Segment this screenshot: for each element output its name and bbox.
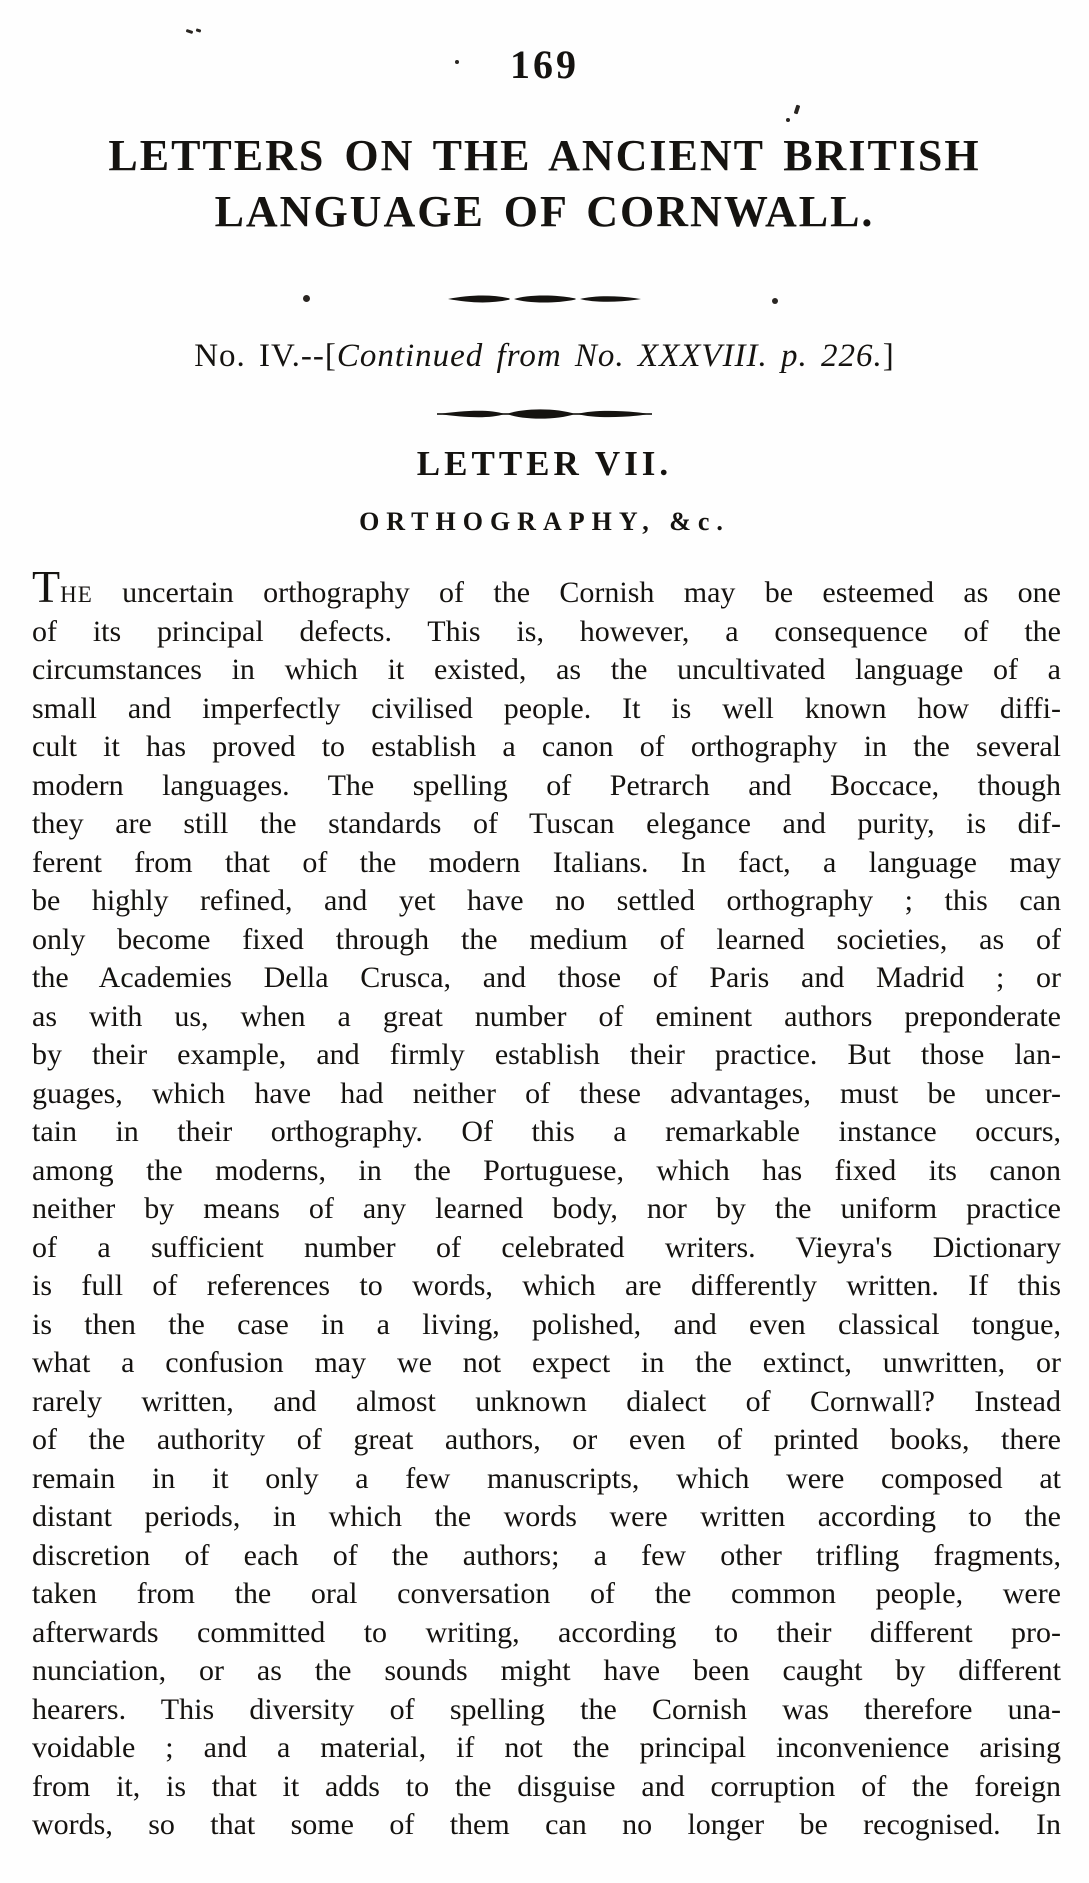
body-line: of its principal defects. This is, however, a consequence of the bbox=[32, 614, 1061, 648]
continuation-suffix: ] bbox=[882, 338, 895, 374]
title-line-1: LETTERS ON THE ANCIENT BRITISH bbox=[108, 131, 981, 180]
ornament-divider-middle bbox=[0, 406, 1089, 422]
scan-speck bbox=[786, 118, 790, 122]
letter-heading: LETTER VII. bbox=[416, 444, 673, 483]
body-line: ferent from that of the modern Italians. In fact, a language may bbox=[32, 845, 1061, 879]
tapered-rule-icon bbox=[437, 406, 652, 422]
scan-speck bbox=[772, 298, 778, 304]
small-caps: HE bbox=[60, 582, 93, 607]
body-line: rarely written, and almost unknown dialect of Cornwall? Instead bbox=[32, 1384, 1061, 1418]
body-line: of the authority of great authors, or even of printed books, there bbox=[32, 1423, 1061, 1456]
page-title bbox=[0, 128, 1089, 240]
body-line: small and imperfectly civilised people. It is well known how diffi- bbox=[32, 691, 1061, 725]
ornament-divider-top bbox=[0, 292, 1089, 306]
body-line: afterwards committed to writing, according to their different pro- bbox=[32, 1615, 1061, 1649]
continuation-prefix: No. IV.--[ bbox=[194, 338, 337, 374]
body-line-first bbox=[32, 561, 1061, 613]
body-line: nunciation, or as the sounds might have been caught by different bbox=[32, 1654, 1061, 1687]
body-line: what a confusion may we not expect in the extinct, unwritten, or bbox=[32, 1346, 1061, 1379]
continuation-note bbox=[0, 334, 1089, 378]
body-line: voidable ; and a material, if not the principal inconvenience arising bbox=[32, 1731, 1061, 1764]
body-line: hearers. This diversity of spelling the Cornish was therefore una- bbox=[32, 1692, 1061, 1726]
body-line: the Academies Della Crusca, and those of Paris and Madrid ; or bbox=[32, 961, 1061, 994]
body-line: by their example, and firmly establish their practice. But those lan- bbox=[32, 1038, 1061, 1071]
page-number: 169 bbox=[510, 42, 579, 87]
body-line: as with us, when a great number of eminent authors preponderate bbox=[32, 999, 1061, 1033]
first-line-text: uncertain orthography of the Cornish may be esteemed as one bbox=[92, 576, 1061, 609]
body-line: discretion of each of the authors; a few other trifling fragments, bbox=[32, 1538, 1061, 1572]
body-paragraph bbox=[32, 561, 1061, 1845]
body-line: words, so that some of them can no longer be recognised. In bbox=[32, 1808, 1061, 1841]
body-line: taken from the oral conversation of the common people, were bbox=[32, 1577, 1061, 1610]
body-line: remain in it only a few manuscripts, which were composed at bbox=[32, 1461, 1061, 1495]
body-line: cult it has proved to establish a canon of orthography in the several bbox=[32, 730, 1061, 763]
body-line: distant periods, in which the words were written according to the bbox=[32, 1500, 1061, 1533]
body-lines bbox=[32, 613, 1061, 1845]
body-line: only become fixed through the medium of learned societies, as of bbox=[32, 922, 1061, 956]
tapered-rule-icon bbox=[447, 292, 642, 306]
scan-speck bbox=[455, 60, 459, 64]
body-line: among the moderns, in the Portuguese, which has fixed its canon bbox=[32, 1153, 1061, 1187]
body-line: be highly refined, and yet have no settled orthography ; this can bbox=[32, 884, 1061, 917]
body-line: tain in their orthography. Of this a remarkable instance occurs, bbox=[32, 1115, 1061, 1148]
scan-speck bbox=[794, 105, 801, 115]
body-line: is full of references to words, which are differently written. If this bbox=[32, 1269, 1061, 1302]
continuation-italic: Continued from No. XXXVIII. p. 226. bbox=[336, 338, 883, 374]
body-line: is then the case in a living, polished, and even classical tongue, bbox=[32, 1307, 1061, 1341]
body-line: of a sufficient number of celebrated writers. Vieyra's Dictionary bbox=[32, 1230, 1061, 1264]
scan-speck bbox=[303, 295, 310, 302]
section-heading: ORTHOGRAPHY, &c. bbox=[359, 507, 730, 536]
body-line: neither by means of any learned body, nor by the uniform practice bbox=[32, 1192, 1061, 1225]
body-line: from it, is that it adds to the disguise and corruption of the foreign bbox=[32, 1769, 1061, 1803]
title-line-2: LANGUAGE OF CORNWALL. bbox=[214, 187, 875, 236]
body-line: modern languages. The spelling of Petrarch and Boccace, though bbox=[32, 768, 1061, 802]
body-line: they are still the standards of Tuscan elegance and purity, is dif- bbox=[32, 807, 1061, 840]
body-line: guages, which have had neither of these advantages, must be uncer- bbox=[32, 1076, 1061, 1110]
initial-capital: T bbox=[32, 561, 61, 612]
body-line: circumstances in which it existed, as the uncultivated language of a bbox=[32, 653, 1061, 686]
